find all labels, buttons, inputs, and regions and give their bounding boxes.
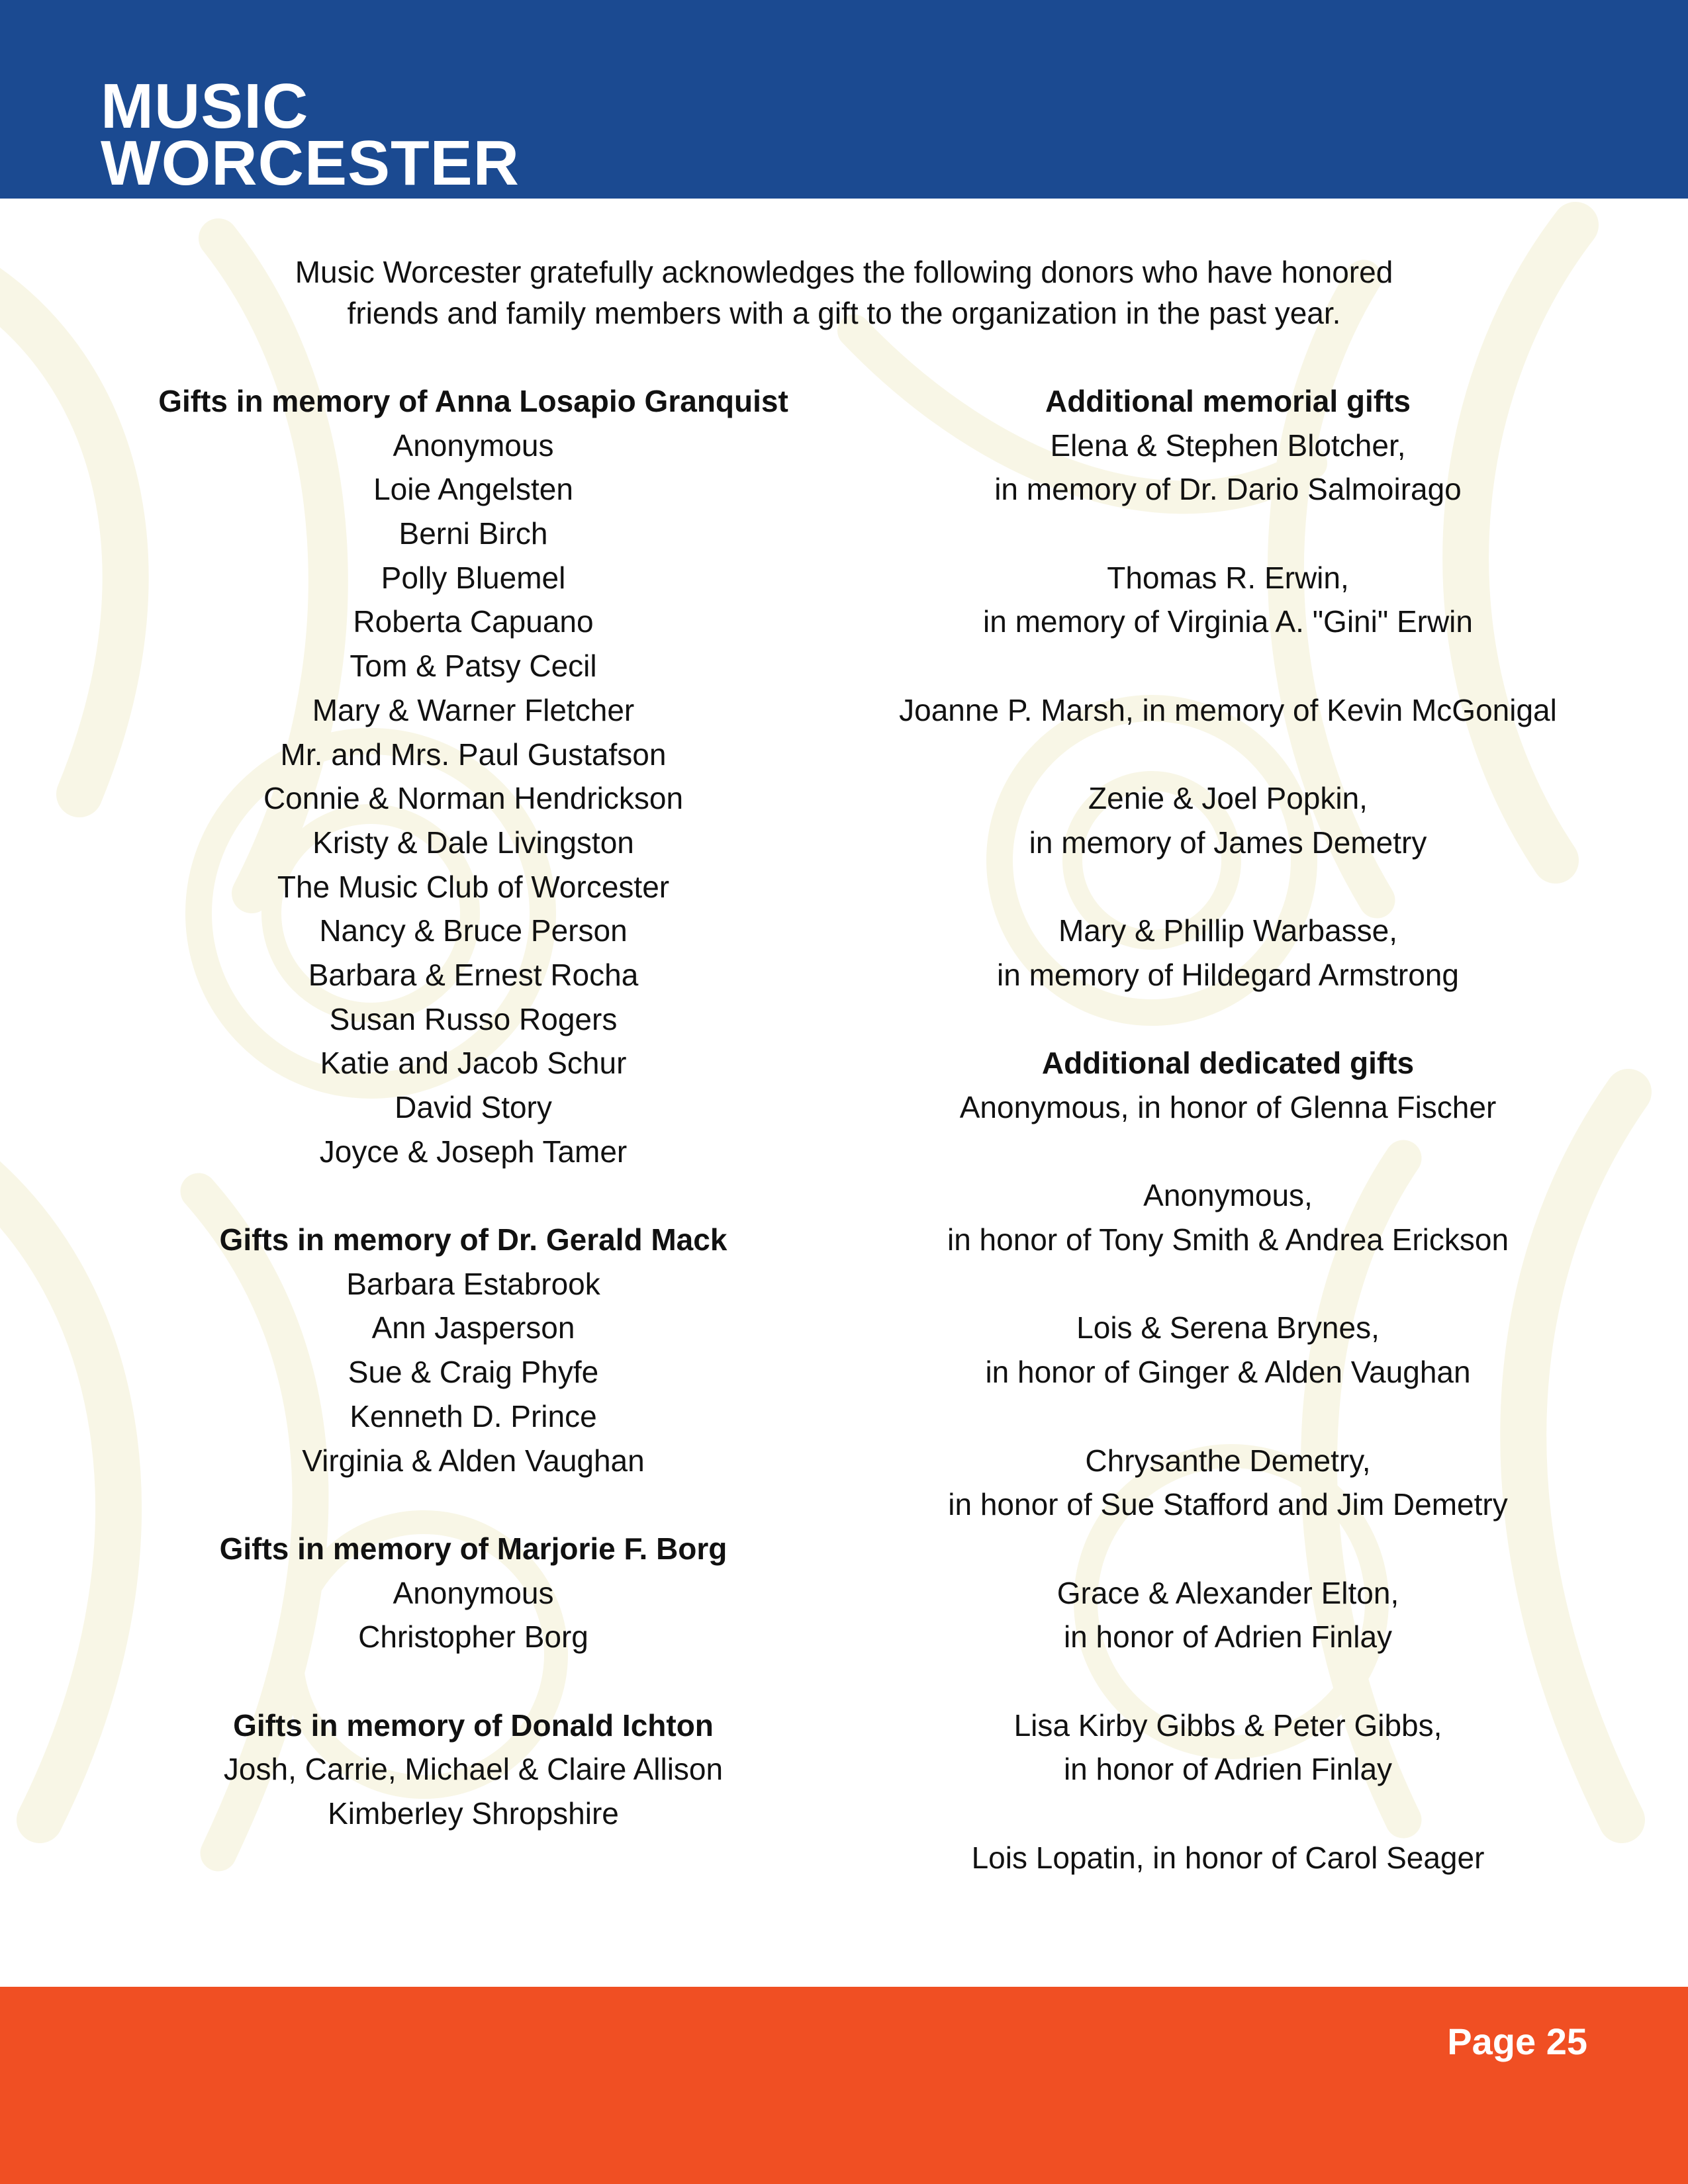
donor-entry: Christopher Borg <box>358 1619 588 1655</box>
spacer <box>831 1394 1625 1439</box>
spacer <box>831 865 1625 909</box>
donor-entry: Ann Jasperson <box>371 1310 575 1345</box>
intro-line: Music Worcester gratefully acknowledges the following donors who have honored <box>295 255 1393 289</box>
section-heading: Additional dedicated gifts <box>1041 1046 1415 1081</box>
donor-entry: Thomas R. Erwin, <box>1107 560 1349 595</box>
donor-entry: in honor of Adrien Finlay <box>1063 1752 1393 1787</box>
donor-entry: Mr. and Mrs. Paul Gustafson <box>280 737 667 772</box>
donor-entry: Nancy & Bruce Person <box>319 913 628 948</box>
donor-entry: Virginia & Alden Vaughan <box>302 1443 645 1478</box>
donor-entry: Joanne P. Marsh, in memory of Kevin McGonigal <box>899 692 1557 727</box>
spacer <box>831 1130 1625 1174</box>
donor-entry: Joyce & Joseph Tamer <box>319 1134 628 1169</box>
spacer <box>831 1527 1625 1571</box>
right-donor-column <box>831 379 1625 1880</box>
donor-entry: Lisa Kirby Gibbs & Peter Gibbs, <box>1013 1707 1442 1743</box>
donor-entry: The Music Club of Worcester <box>277 869 670 904</box>
donor-entry: Barbara & Ernest Rocha <box>308 957 639 992</box>
donor-entry: Mary & Phillip Warbasse, <box>1058 913 1398 948</box>
spacer <box>831 997 1625 1042</box>
footer-bar <box>0 1987 1688 2184</box>
donor-entry: Kristy & Dale Livingston <box>312 825 634 860</box>
spacer <box>831 1792 1625 1836</box>
header-bar <box>0 0 1688 199</box>
donor-entry: Elena & Stephen Blotcher, <box>1050 428 1406 463</box>
logo-line-worcester: WORCESTER <box>101 128 520 199</box>
page-number: Page 25 <box>1447 2021 1587 2062</box>
spacer <box>93 1659 854 1704</box>
intro-line: friends and family members with a gift to the organization in the past year. <box>347 296 1341 330</box>
logo-line-music: MUSIC <box>101 71 309 142</box>
donor-entry: in memory of Virginia A. "Gini" Erwin <box>983 604 1473 639</box>
donor-entry: Polly Bluemel <box>381 560 566 595</box>
donor-entry: in memory of Dr. Dario Salmoirago <box>994 472 1462 507</box>
donor-entry: Lois Lopatin, in honor of Carol Seager <box>971 1840 1485 1875</box>
section-heading: Additional memorial gifts <box>1045 384 1411 418</box>
donor-entry: Tom & Patsy Cecil <box>350 649 597 684</box>
section-heading: Gifts in memory of Marjorie F. Borg <box>219 1531 727 1566</box>
intro-paragraph <box>132 251 1556 334</box>
section-heading: Gifts in memory of Donald Ichton <box>233 1707 714 1743</box>
spacer <box>831 1659 1625 1704</box>
donor-entry: in honor of Tony Smith & Andrea Erickson <box>947 1222 1509 1257</box>
donor-entry: Berni Birch <box>399 516 548 551</box>
donor-entry: Mary & Warner Fletcher <box>312 692 635 727</box>
donor-entry: Chrysanthe Demetry, <box>1085 1443 1371 1478</box>
music-worcester-logo <box>101 71 520 199</box>
section-heading: Gifts in memory of Anna Losapio Granquist <box>158 384 788 418</box>
donor-entry: Josh, Carrie, Michael & Claire Allison <box>223 1752 724 1787</box>
donor-entry: Anonymous, <box>1143 1178 1313 1213</box>
donor-entry: Zenie & Joel Popkin, <box>1088 781 1368 816</box>
donor-entry: in memory of James Demetry <box>1029 825 1427 860</box>
spacer <box>93 1173 854 1218</box>
donor-entry: Kimberley Shropshire <box>328 1796 619 1831</box>
donor-entry: Roberta Capuano <box>353 604 594 639</box>
donor-entry: Connie & Norman Hendrickson <box>263 781 684 816</box>
donor-entry: Katie and Jacob Schur <box>320 1046 627 1081</box>
spacer <box>831 644 1625 688</box>
donor-entry: Lois & Serena Brynes, <box>1076 1310 1380 1345</box>
donor-entry: Loie Angelsten <box>373 472 573 507</box>
donor-entry: Susan Russo Rogers <box>329 1001 618 1036</box>
donor-entry: Barbara Estabrook <box>346 1266 600 1301</box>
donor-entry: Anonymous <box>393 1575 554 1610</box>
spacer <box>831 733 1625 777</box>
donor-entry: Anonymous, in honor of Glenna Fischer <box>959 1090 1497 1124</box>
spacer <box>831 1262 1625 1306</box>
donor-entry: Kenneth D. Prince <box>350 1398 597 1433</box>
donor-entry: Sue & Craig Phyfe <box>348 1355 599 1390</box>
donor-entry: in honor of Ginger & Alden Vaughan <box>985 1355 1471 1390</box>
donor-entry: Grace & Alexander Elton, <box>1056 1575 1399 1610</box>
donor-entry: in memory of Hildegard Armstrong <box>997 957 1459 992</box>
left-donor-column <box>93 379 854 1836</box>
donor-entry: in honor of Adrien Finlay <box>1063 1619 1393 1655</box>
section-heading: Gifts in memory of Dr. Gerald Mack <box>219 1222 727 1257</box>
spacer <box>93 1482 854 1527</box>
donor-entry: Anonymous <box>393 428 554 463</box>
spacer <box>831 512 1625 556</box>
donor-entry: in honor of Sue Stafford and Jim Demetry <box>948 1487 1508 1522</box>
donor-entry: David Story <box>395 1090 552 1124</box>
